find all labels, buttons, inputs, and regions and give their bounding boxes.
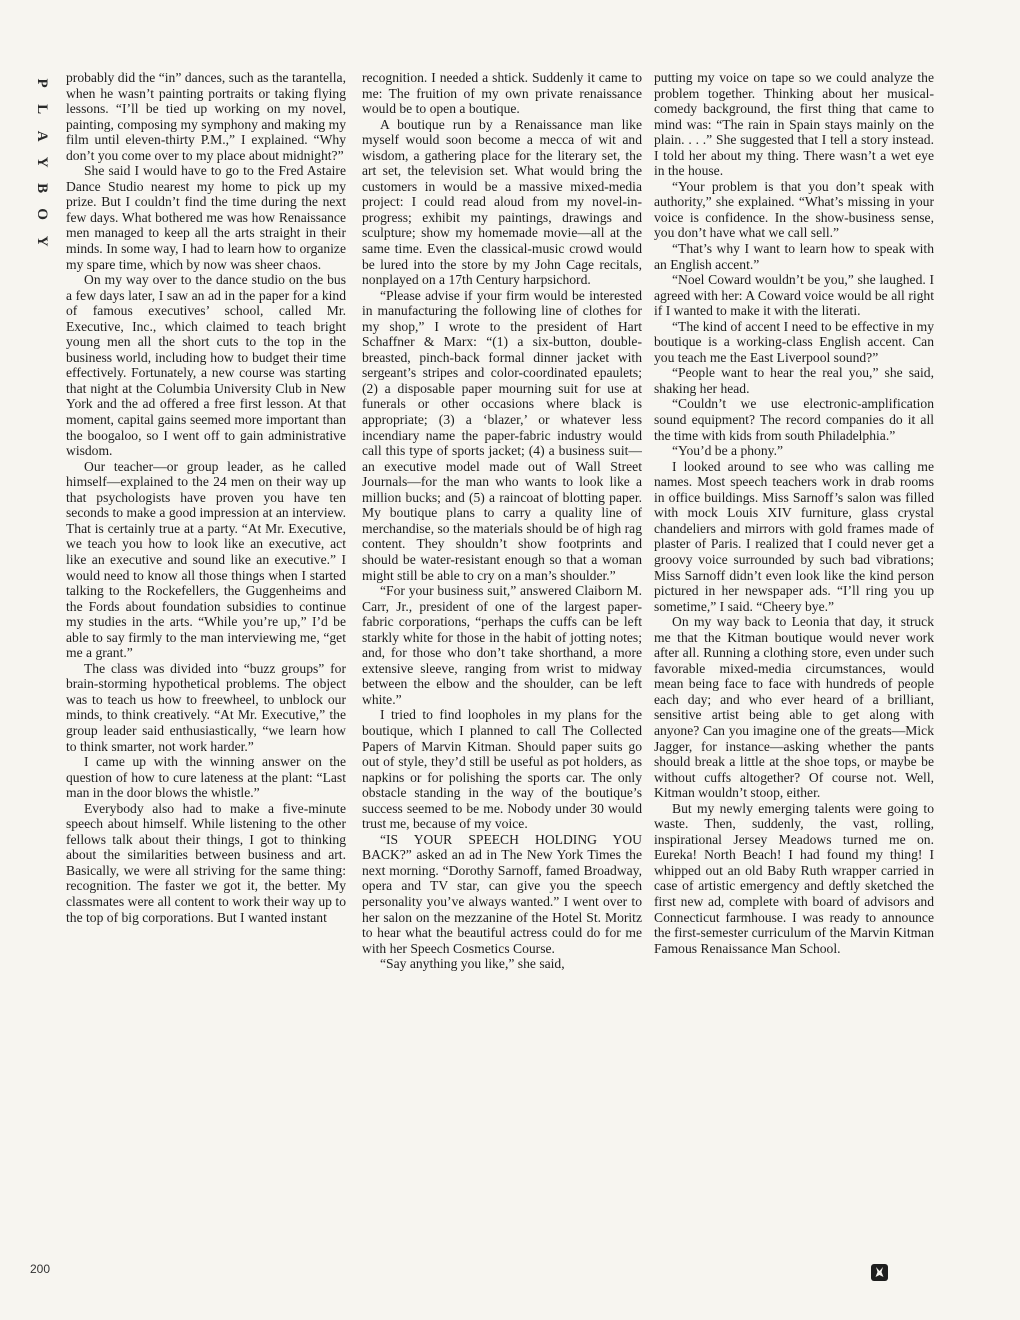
paragraph: “That’s why I want to learn how to speak with an English accent.”: [654, 241, 934, 272]
running-head-letter: A: [34, 130, 51, 142]
page-number: 200: [30, 1262, 51, 1276]
paragraph: “Please advise if your firm would be interested in manufacturing the following line of clothes for my shop,” I wrote to the president of Hart Schaffner & Marx: “(1) a six-button, double-breasted, pinch-back formal dinner jacket with sergeant’s stripes and color-coordinated epaulets; (2) a disposable paper mourning suit for use at funerals or other occasions where black is appropriate; (3) a ‘blazer,’ or whatever less incendiary name the paper-fabric industry would call this type of sports jacket; (4) a business suit—an executive model made out of Wall Street Journals—for the man who wants to look like a million bucks; and (5) a raincoat of blotting paper. My boutique plans to carry a quality line of merchandise, so the materials should be of high rag content. They shouldn’t show footprints and should be water-resistant enough so that a woman might still be able to cry on a man’s shoulder.”: [362, 287, 642, 583]
paragraph: She said I would have to go to the Fred Astaire Dance Studio nearest my home to pick up my prize. But I couldn’t find the time during the next few days. What bothered me was how Renaissance men managed to keep all the arts straight in their minds. In some way, I had to learn how to organize my spare time, which by now was sheer chaos.: [66, 163, 346, 272]
running-head-letter: B: [34, 183, 51, 194]
text-column-3: [654, 70, 934, 1285]
running-head-letter: L: [34, 104, 51, 115]
paragraph: “You’d be a phony.”: [672, 443, 783, 459]
rabbit-head-end-mark-icon: [871, 1264, 888, 1281]
paragraph: recognition. I needed a shtick. Suddenly it came to me: The fruition of my own private renaissance would be to open a boutique.: [362, 70, 642, 117]
paragraph: “People want to hear the real you,” she said, shaking her head.: [654, 365, 934, 396]
paragraph: Everybody also had to make a five-minute speech about himself. While listening to the other fellows talk about their things, I got to thinking about the similarities between business and art. Basically, we were all striving for the same thing: recognition. The faster we got it, the better. My classmates were all content to work their way up to the top of big corporations. But I wanted instant: [66, 800, 346, 925]
paragraph: “For your business suit,” answered Claiborn M. Carr, Jr., president of one of the largest paper-fabric corporations, “perhaps the cuffs can be left starkly white for those in the habit of jotting notes; and, for those who don’t take shorthand, a more extensive sleeve, ranging from wrist to midway between the elbow and the shoulder, can be left white.”: [362, 583, 642, 707]
paragraph: “The kind of accent I need to be effective in my boutique is a working-class English accent. Can you teach me the East Liverpool sound?”: [654, 318, 934, 365]
paragraph: Our teacher—or group leader, as he called himself—explained to the 24 men on their way up that psychologists have proven you have ten seconds to make a good impression at an interview. That is certainly true at a party. “At Mr. Executive, we teach you how to look like an executive, act like an executive and sound like an executive.” I would need to know all those things when I started talking to the Rockefellers, the Guggenheims and the Fords about foundation subsidies to continue my studies in the arts. “While you’re up,” I’d be able to say firmly to the man interviewing me, “get me a grant.”: [66, 458, 346, 661]
paragraph: putting my voice on tape so we could analyze the problem together. Thinking about her musical-comedy background, the first thing that came to mind was: “The rain in Spain stays mainly on the plain. . . .” She suggested that I tell a story instead. I told her about my thing. There wasn’t a wet eye in the house.: [654, 70, 934, 179]
text-column-2: [362, 70, 642, 1285]
running-head-letter: Y: [34, 156, 51, 168]
paragraph: “Couldn’t we use electronic-amplification sound equipment? The record companies do it all the time with kids from south Philadelphia.”: [654, 396, 934, 443]
running-head-letter: P: [34, 78, 51, 88]
running-head-letter: O: [34, 208, 51, 221]
paragraph: I tried to find loopholes in my plans for the boutique, which I planned to call The Collected Papers of Marvin Kitman. Should paper suits go out of style, they’d still be useful as pot holders, as napkins or for polishing the sports car. The only obstacle standing in the way of the boutique’s success seemed to be me. Nobody under 30 would trust me, because of my voice.: [362, 707, 642, 832]
running-head-playboy: [30, 70, 54, 254]
paragraph: “IS YOUR SPEECH HOLDING YOU BACK?” asked an ad in The New York Times the next morning. “Dorothy Sarnoff, famed Broadway, opera and TV star, can give you the speech personality you’ve always wanted.” I went over to her salon on the mezzanine of the Hotel St. Moritz to hear what the beautiful actress could do for me with her Speech Cosmetics Course.: [362, 831, 642, 956]
text-column-1: [66, 70, 346, 1285]
paragraph: I came up with the winning answer on the question of how to cure lateness at the plant: “Last man in the door blows the whistle.”: [66, 754, 346, 801]
paragraph: A boutique run by a Renaissance man like myself would soon become a mecca of wit and wisdom, a gathering place for the literary set, the art set, the television set. What would bring the customers in would be a massive mixed-media project: I could read aloud from my novel-in-progress; exhibit my paintings, drawings and sculpture; show my homemade movie—all at the same time. Even the classical-music crowd would be lured into the store by my John Cage recitals, nonplayed on a 17th Century harpsichord.: [362, 116, 642, 288]
paragraph: probably did the “in” dances, such as the tarantella, when he wasn’t painting portraits or taking flying lessons. “I’ll be tied up working on my novel, painting, composing my symphony and making my film until eleven-thirty P.M.,” I explained. “Why don’t you come over to my place about midnight?”: [66, 70, 346, 163]
paragraph: But my newly emerging talents were going to waste. Then, suddenly, the vast, rolling, inspirational Jersey Meadows turned me on. Eureka! North Beach! I had found my thing! I whipped out an old Baby Ruth wrapper carried in case of artistic emergency and deftly sketched the first new ad, complete with board of advisors and Connecticut farmhouse. I was ready to announce the first-semester curriculum of the Marvin Kitman Famous Renaissance Man School.: [654, 800, 934, 956]
paragraph: “Say anything you like,” she said,: [380, 956, 565, 972]
paragraph: “Your problem is that you don’t speak with authority,” she explained. “What’s missing in your voice is confidence. In the show-business sense, you don’t have what we call sell.”: [654, 178, 934, 241]
paragraph: On my way over to the dance studio on the bus a few days later, I saw an ad in the paper for a kind of famous executives’ school, called Mr. Executive, Inc., which claimed to teach bright young men all the short cuts to the top in the business world, including how to budget their time effectively. Fortunately, a new course was starting that night at the Columbia University Club in New York and the ad offered a free first lesson. At that moment, capital gains seemed more important than the boogaloo, so I went off to gain administrative wisdom.: [66, 272, 346, 459]
running-head-letter: Y: [34, 235, 51, 247]
paragraph: I looked around to see who was calling me names. Most speech teachers work in drab rooms in office buildings. Miss Sarnoff’s salon was filled with mock Louis XIV furniture, glass crystal chandeliers and mirrors with gold frames made of plaster of Paris. I realized that I could never get a groovy voice surrounded by such bad vibrations; Miss Sarnoff didn’t even look like the kind person pictured in her newspaper ads. “I’ll ring you up sometime,” I said. “Cheery bye.”: [654, 458, 934, 614]
paragraph: “Noel Coward wouldn’t be you,” she laughed. I agreed with her: A Coward voice would be all right if I wanted to make it with the literati.: [654, 272, 934, 319]
paragraph: The class was divided into “buzz groups” for brain-storming hypothetical problems. The object was to teach us how to freewheel, to unblock our minds, to think creatively. “At Mr. Executive,” the group leader said enthusiastically, “we learn how to think smarter, not work harder.”: [66, 660, 346, 754]
paragraph: On my way back to Leonia that day, it struck me that the Kitman boutique would never work after all. Running a clothing store, even under such favorable mixed-media circumstances, would mean being face to face with hundreds of people each day; and who ever heard of a brilliant, sensitive artist being able to get along with anyone? Can you imagine one of the greats—Mick Jagger, for instance—asking whether the pants should break a little at the shoe tops, or maybe be without cuffs altogether? Of course not. Well, Kitman wouldn’t stoop, either.: [654, 614, 934, 801]
